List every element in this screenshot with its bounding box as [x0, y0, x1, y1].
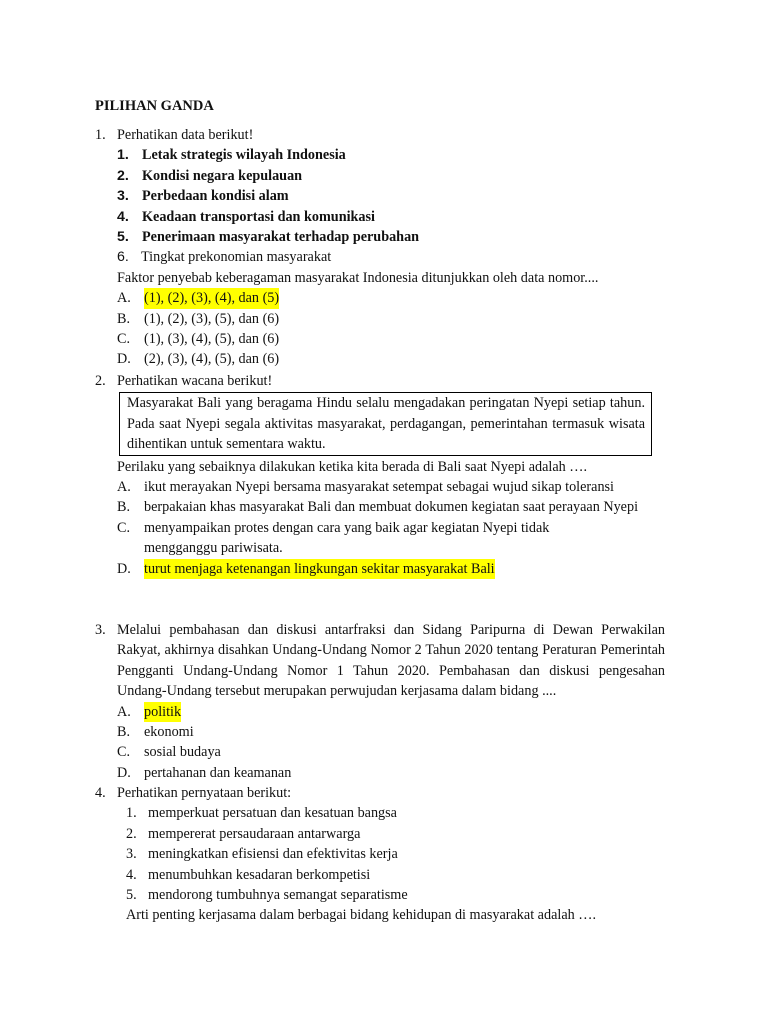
question-number: 1.: [95, 127, 106, 143]
list-item: 5. mendorong tumbuhnya semangat separatisme: [126, 887, 408, 904]
question-text: Faktor penyebab keberagaman masyarakat Indonesia ditunjukkan oleh data nomor....: [117, 269, 599, 286]
question-2: [95, 371, 665, 579]
question-intro: Perhatikan wacana berikut!: [117, 373, 273, 389]
option-d[interactable]: D. turut menjaga ketenangan lingkungan sekitar masyarakat Bali: [117, 559, 665, 579]
list-item: 3. Perbedaan kondisi alam: [117, 188, 289, 205]
question-text: Melalui pembahasan dan diskusi antarfraksi dan Sidang Paripurna di Dewan Perwakilan Rakyat, akhirnya disahkan Undang-Undang Nomor 2 Tahun 2020 tentang Peraturan Pemerintah Pengganti Undang-Undang Nomor 1 Tahun 2020. Pembahasan dan diskusi pengesahan Undang-Undang tersebut merupakan perwujudan kerjasama dalam bidang ....: [117, 622, 665, 700]
list-item: 3. meningkatkan efisiensi dan efektivitas kerja: [126, 846, 398, 863]
list-item: 4. menumbuhkan kesadaran berkompetisi: [126, 866, 371, 883]
list-item: 5. Penerimaan masyarakat terhadap perubahan: [117, 229, 420, 246]
answer-highlight: politik: [144, 702, 181, 722]
option-c[interactable]: C. (1), (3), (4), (5), dan (6): [117, 331, 280, 348]
question-text: Arti penting kerjasama dalam berbagai bidang kehidupan di masyarakat adalah ….: [126, 907, 596, 924]
question-number: 3.: [95, 622, 106, 638]
list-item: 1. Letak strategis wilayah Indonesia: [117, 147, 346, 164]
list-item: 6. Tingkat prekonomian masyarakat: [117, 249, 332, 266]
passage-box: Masyarakat Bali yang beragama Hindu selalu mengadakan peringatan Nyepi setiap tahun. Pada saat Nyepi segala aktivitas masyarakat, perdagangan, pemerintahan termasuk wisata dihentikan untuk sementara waktu.: [119, 392, 652, 455]
option-b[interactable]: B. (1), (2), (3), (5), dan (6): [117, 310, 280, 327]
list-item: 2. mempererat persaudaraan antarwarga: [126, 825, 361, 842]
option-a[interactable]: A. ikut merayakan Nyepi bersama masyarakat setempat sebagai wujud sikap toleransi: [117, 479, 614, 496]
question-4: [95, 783, 665, 926]
answer-highlight: (1), (2), (3), (4), dan (5): [144, 288, 279, 308]
question-text: Perilaku yang sebaiknya dilakukan ketika kita berada di Bali saat Nyepi adalah ….: [117, 458, 588, 475]
question-intro: Perhatikan pernyataan berikut:: [117, 785, 292, 801]
option-d[interactable]: D. pertahanan dan keamanan: [117, 764, 292, 781]
question-intro: Perhatikan data berikut!: [117, 127, 254, 143]
option-a[interactable]: A. politik: [117, 702, 665, 722]
option-c[interactable]: C. menyampaikan protes dengan cara yang baik agar kegiatan Nyepi tidak mengganggu pariwisata.: [117, 519, 550, 557]
option-d[interactable]: D. (2), (3), (4), (5), dan (6): [117, 351, 280, 368]
option-b[interactable]: B. berpakaian khas masyarakat Bali dan membuat dokumen kegiatan saat perayaan Nyepi: [117, 499, 639, 516]
option-b[interactable]: B. ekonomi: [117, 724, 194, 741]
question-3: [95, 620, 665, 783]
option-a[interactable]: A. (1), (2), (3), (4), dan (5): [117, 288, 665, 308]
question-number: 2.: [95, 373, 106, 389]
question-number: 4.: [95, 785, 106, 801]
page-title: PILIHAN GANDA: [95, 98, 214, 114]
option-c[interactable]: C. sosial budaya: [117, 744, 221, 761]
answer-highlight: turut menjaga ketenangan lingkungan sekitar masyarakat Bali: [144, 559, 495, 579]
list-item: 2. Kondisi negara kepulauan: [117, 167, 303, 184]
list-item: 1. memperkuat persatuan dan kesatuan bangsa: [126, 805, 397, 822]
list-item: 4. Keadaan transportasi dan komunikasi: [117, 208, 375, 225]
question-1: [95, 125, 665, 370]
